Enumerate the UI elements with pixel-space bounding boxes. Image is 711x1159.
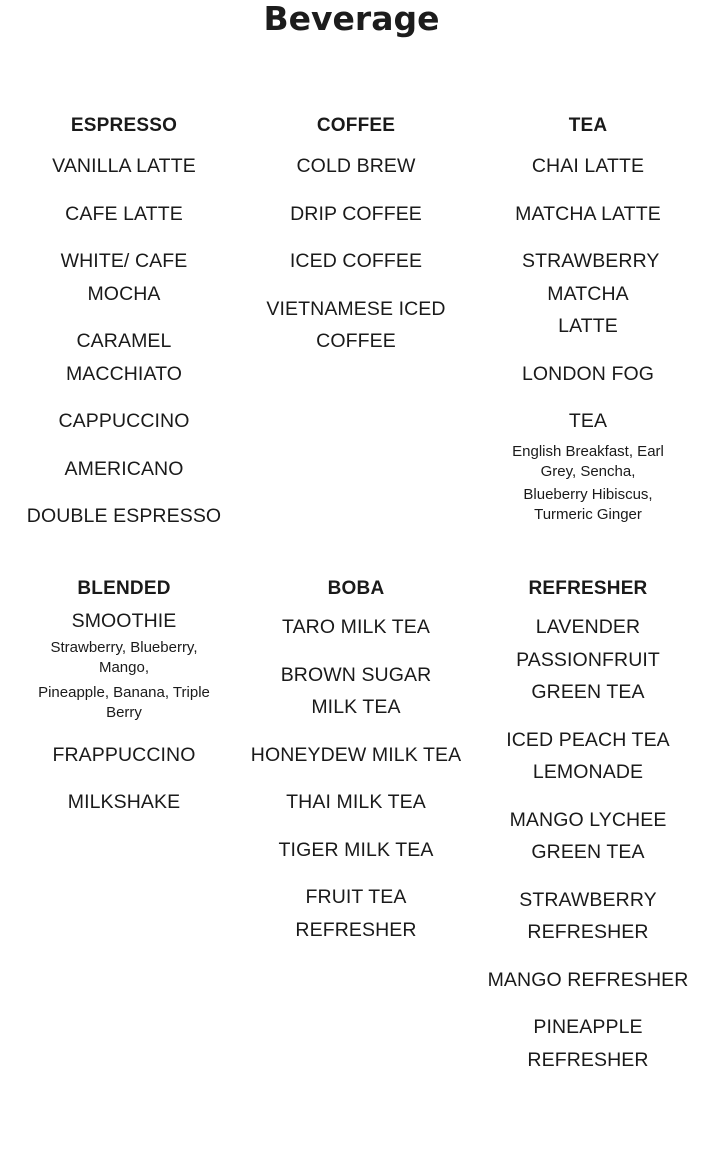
- smoothie-flavors-note: Strawberry, Blueberry, Mango,: [50, 638, 198, 676]
- page-title: Beverage: [263, 0, 440, 38]
- menu-item: LONDON FOG: [521, 362, 655, 385]
- refresher-heading: REFRESHER: [528, 578, 648, 599]
- menu-item: FRUIT TEA REFRESHER: [295, 886, 417, 941]
- menu-item: WHITE/ CAFE MOCHA: [60, 250, 188, 305]
- menu-item: DOUBLE ESPRESSO: [26, 505, 222, 527]
- menu-item: ICED COFFEE: [289, 250, 423, 272]
- menu-section-top: [8, 113, 704, 548]
- menu-section-bottom: [8, 576, 704, 1091]
- menu-item: BROWN SUGAR MILK TEA: [280, 663, 432, 718]
- menu-item: SMOOTHIE: [71, 610, 177, 632]
- boba-column: [240, 576, 472, 1091]
- menu-item: THAI MILK TEA: [286, 791, 426, 813]
- tea-column: [472, 113, 704, 548]
- refresher-column: [472, 576, 704, 1091]
- menu-item: CARAMEL MACCHIATO: [65, 330, 183, 385]
- blended-column: [8, 576, 240, 1091]
- menu-item: HONEYDEW MILK TEA: [250, 743, 462, 766]
- menu-item: DRIP COFFEE: [290, 202, 422, 225]
- menu-item: TARO MILK TEA: [282, 616, 430, 638]
- menu-item: CAPPUCCINO: [58, 410, 190, 432]
- espresso-column: [8, 113, 240, 548]
- menu-item: VIETNAMESE ICED COFFEE: [266, 297, 446, 352]
- menu-item: PINEAPPLE REFRESHER: [527, 1016, 649, 1071]
- menu-item: TEA: [568, 410, 608, 432]
- menu-item: CHAI LATTE: [531, 155, 645, 177]
- tea-flavors-note: English Breakfast, Earl Grey, Sencha,: [512, 442, 664, 480]
- menu-item: LAVENDER PASSIONFRUIT GREEN TEA: [516, 616, 660, 703]
- menu-item: AMERICANO: [64, 457, 184, 480]
- menu-item: COLD BREW: [296, 155, 416, 177]
- menu-item: MATCHA LATTE: [515, 202, 661, 225]
- espresso-heading: ESPRESSO: [70, 115, 178, 136]
- boba-heading: BOBA: [327, 578, 385, 599]
- menu-item: MANGO LYCHEE GREEN TEA: [509, 808, 667, 863]
- smoothie-flavors-note: Pineapple, Banana, Triple Berry: [38, 683, 210, 721]
- tea-flavors-note: Blueberry Hibiscus, Turmeric Ginger: [523, 485, 653, 523]
- menu-item: CAFE LATTE: [65, 202, 183, 225]
- menu-item: ICED PEACH TEA LEMONADE: [506, 728, 670, 783]
- tea-heading: TEA: [568, 115, 608, 136]
- coffee-column: [240, 113, 472, 548]
- coffee-heading: COFFEE: [316, 115, 396, 136]
- menu-item: STRAWBERRY REFRESHER: [519, 888, 657, 943]
- menu-item: FRAPPUCCINO: [52, 743, 196, 766]
- menu-item: STRAWBERRY MATCHA LATTE: [522, 250, 660, 337]
- menu-item: MANGO REFRESHER: [487, 968, 689, 991]
- menu-item: VANILLA LATTE: [52, 155, 196, 177]
- blended-heading: BLENDED: [77, 578, 171, 599]
- menu-item: TIGER MILK TEA: [278, 838, 434, 861]
- menu-item: MILKSHAKE: [67, 791, 181, 813]
